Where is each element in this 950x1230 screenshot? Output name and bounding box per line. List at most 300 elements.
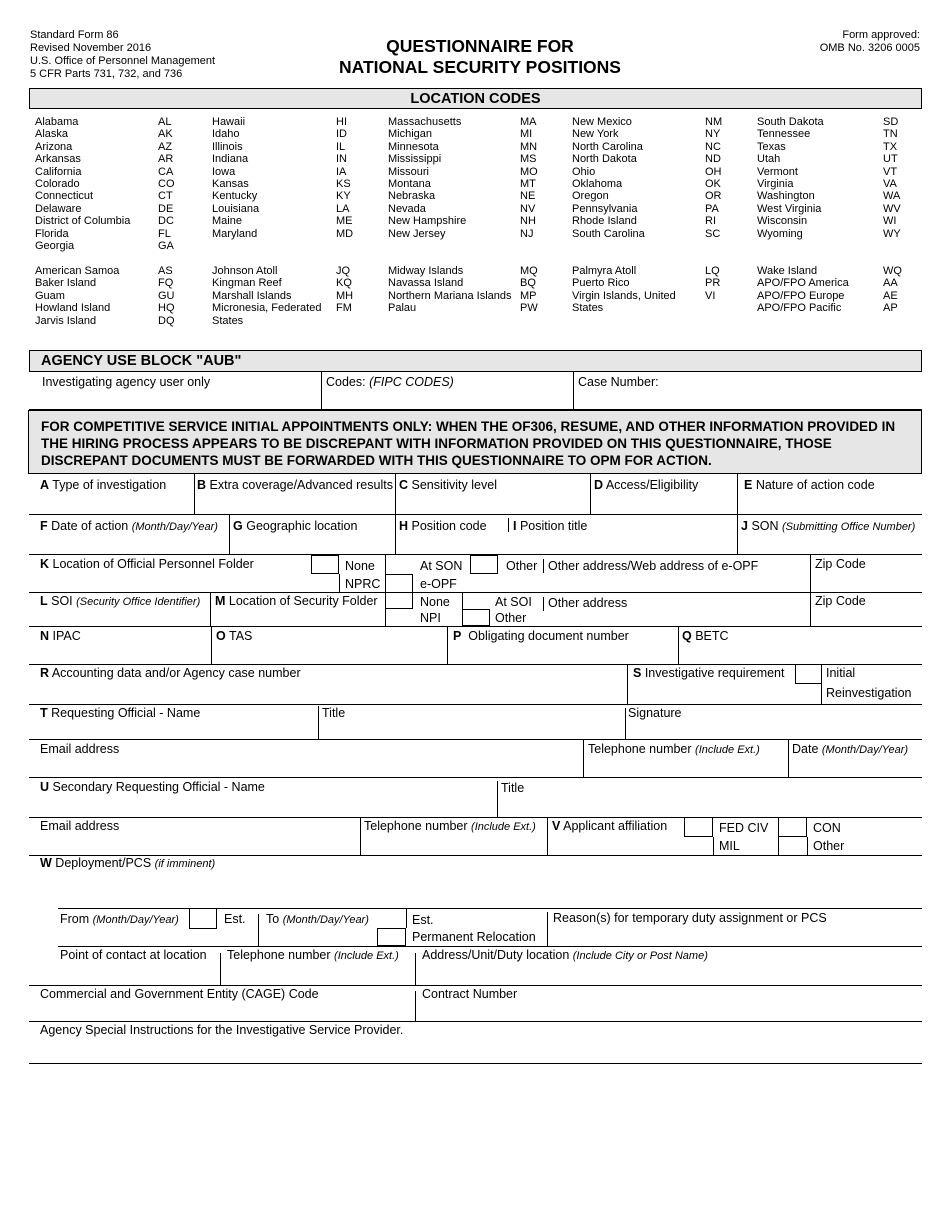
location-name: States xyxy=(572,302,604,315)
field-v-label: Applicant affiliation xyxy=(563,819,668,833)
state-names-col-4 xyxy=(572,116,645,240)
u-title-field[interactable]: Title xyxy=(501,781,525,795)
location-name: Howland Island xyxy=(35,302,111,315)
location-name: Missouri xyxy=(388,165,429,178)
location-code: TN xyxy=(883,128,898,141)
k-nprc-checkbox[interactable] xyxy=(385,574,413,593)
field-h[interactable] xyxy=(399,519,487,534)
location-code: MH xyxy=(336,289,354,302)
w-phone-label: Telephone number xyxy=(227,948,335,962)
t-title-field[interactable]: Title xyxy=(322,706,346,720)
field-d-label: Access/Eligibility xyxy=(605,478,699,492)
location-code: WQ xyxy=(883,265,902,277)
location-name: Pennsylvania xyxy=(572,202,638,215)
location-code: WY xyxy=(883,227,901,240)
field-f-hint: (Month/Day/Year) xyxy=(131,521,218,533)
location-code: AL xyxy=(158,116,172,128)
location-name: Massachusetts xyxy=(388,116,462,128)
territory-names-col-1 xyxy=(35,265,119,327)
location-code: MI xyxy=(520,128,533,141)
location-name: Rhode Island xyxy=(572,215,637,228)
location-name: Texas xyxy=(757,140,786,153)
location-name: Washington xyxy=(757,190,815,203)
location-name: Oregon xyxy=(572,190,609,203)
field-f[interactable] xyxy=(40,519,218,535)
location-code: AE xyxy=(883,289,898,302)
field-i[interactable] xyxy=(513,519,587,534)
w-from-est-label: Est. xyxy=(224,912,246,926)
state-codes-col-4 xyxy=(705,116,722,240)
location-name: Kentucky xyxy=(212,190,258,203)
location-name: Idaho xyxy=(212,128,240,141)
form-number: Standard Form 86 xyxy=(30,29,119,41)
location-code: CT xyxy=(158,190,173,203)
field-p-letter: P xyxy=(453,629,462,643)
field-j-hint: (Submitting Office Number) xyxy=(782,521,916,533)
location-code: CA xyxy=(158,165,174,178)
location-name: Indiana xyxy=(212,153,249,166)
field-k-letter: K xyxy=(40,557,50,571)
location-code: MO xyxy=(520,165,538,178)
m-other-label: Other xyxy=(495,611,527,625)
field-m xyxy=(215,594,378,609)
field-w xyxy=(40,856,215,872)
w-est-divider xyxy=(406,908,407,928)
location-code: LQ xyxy=(705,265,720,277)
w-reason-field[interactable]: Reason(s) for temporary duty assignment or PCS xyxy=(553,911,827,925)
field-q-label: BETC xyxy=(695,629,729,643)
location-code: AA xyxy=(883,277,898,290)
row-t2-divider-1 xyxy=(583,739,584,777)
row-ae-divider-3 xyxy=(590,474,591,514)
field-u-label: Secondary Requesting Official - Name xyxy=(52,780,265,794)
location-name: Northern Mariana Islands xyxy=(388,289,512,302)
row-fj-divider-2 xyxy=(395,514,396,554)
w-address-label: Address/Unit/Duty location xyxy=(422,948,573,962)
state-codes-col-5 xyxy=(883,116,901,240)
field-a[interactable] xyxy=(40,478,166,493)
location-code: IL xyxy=(336,140,346,153)
field-g-label: Geographic location xyxy=(246,519,358,533)
location-code xyxy=(336,315,353,327)
location-name: APO/FPO Europe xyxy=(757,289,845,302)
m-left-divider xyxy=(385,609,386,626)
t-phone-hint: (Include Ext.) xyxy=(695,744,760,756)
m-atsoi-label: At SOI xyxy=(495,595,532,609)
location-name: Micronesia, Federated xyxy=(212,302,322,315)
field-u-letter: U xyxy=(40,780,50,794)
m-none-checkbox[interactable] xyxy=(385,592,413,609)
field-p-label: Obligating document number xyxy=(468,629,629,643)
location-code: MS xyxy=(520,153,537,166)
aub-codes-label: Codes: xyxy=(326,375,370,389)
location-name: Palmyra Atoll xyxy=(572,265,637,277)
field-l-letter: L xyxy=(40,594,48,608)
location-code: KS xyxy=(336,178,351,191)
territory-codes-col-5 xyxy=(883,265,902,315)
location-name: Kingman Reef xyxy=(212,277,282,290)
state-names-col-1 xyxy=(35,116,130,252)
location-code: KQ xyxy=(336,277,352,290)
location-code: PW xyxy=(520,302,538,315)
location-name: Wisconsin xyxy=(757,215,808,228)
location-name: Florida xyxy=(35,227,69,240)
location-code: ND xyxy=(705,153,721,166)
v-fedciv-label: FED CIV xyxy=(719,821,769,835)
state-codes-col-3 xyxy=(520,116,538,240)
aub-title: AGENCY USE BLOCK "AUB" xyxy=(41,353,242,369)
k-eopf-label: e-OPF xyxy=(420,577,457,591)
aub-case-number-field[interactable] xyxy=(578,375,659,390)
location-name: Utah xyxy=(757,153,781,166)
field-n-label: IPAC xyxy=(52,629,81,643)
location-code: GU xyxy=(158,289,175,302)
w-from-est-checkbox[interactable] xyxy=(189,908,217,929)
field-q[interactable] xyxy=(682,629,729,644)
row-rs-divider-1 xyxy=(627,664,628,704)
special-instructions-field[interactable]: Agency Special Instructions for the Investigative Service Provider. xyxy=(40,1023,404,1037)
location-name: Louisiana xyxy=(212,202,260,215)
location-code: FL xyxy=(158,227,171,240)
location-code: OH xyxy=(705,165,722,178)
row-fj-divider-3 xyxy=(737,514,738,554)
territory-names-col-4 xyxy=(572,265,676,315)
location-name: Connecticut xyxy=(35,190,94,203)
field-s xyxy=(633,666,784,681)
field-o-letter: O xyxy=(216,629,226,643)
w-reason-divider xyxy=(547,912,548,946)
field-l-hint: (Security Office Identifier) xyxy=(76,596,201,608)
field-s-label: Investigative requirement xyxy=(644,666,785,680)
state-names-col-2 xyxy=(212,116,259,240)
location-code: ID xyxy=(336,128,347,141)
field-e[interactable] xyxy=(744,478,875,493)
location-name: Navassa Island xyxy=(388,277,464,290)
location-code: WA xyxy=(883,190,901,203)
field-o-label: TAS xyxy=(228,629,253,643)
location-name: Oklahoma xyxy=(572,178,623,191)
location-code: IN xyxy=(336,153,347,166)
special-instructions-bottom xyxy=(29,1063,922,1064)
row-k-bottom xyxy=(29,592,922,593)
m-other-tick xyxy=(543,597,544,611)
t-date-hint: (Month/Day/Year) xyxy=(821,744,909,756)
k-other-address-field[interactable]: Other address/Web address of e-OPF xyxy=(548,559,759,573)
field-n[interactable] xyxy=(40,629,81,644)
location-name: New Jersey xyxy=(388,227,446,240)
field-v xyxy=(552,819,667,834)
field-m-letter: M xyxy=(215,594,226,608)
field-t-letter: T xyxy=(40,706,48,720)
aub-divider-1 xyxy=(321,372,322,409)
location-code: DC xyxy=(158,215,174,228)
m-npi-label: NPI xyxy=(420,611,441,625)
location-name: New Mexico xyxy=(572,116,632,128)
row-lm-bottom xyxy=(29,626,922,627)
field-c[interactable] xyxy=(399,478,497,493)
field-j-label: SON xyxy=(751,519,782,533)
w-address-hint: (Include City or Post Name) xyxy=(572,950,708,962)
k-other-tick xyxy=(543,559,544,573)
location-name: New Hampshire xyxy=(388,215,467,228)
state-codes-col-2 xyxy=(336,116,353,240)
k-zip-field[interactable]: Zip Code xyxy=(815,557,866,571)
w-address-field[interactable] xyxy=(422,948,708,964)
location-name: Wake Island xyxy=(757,265,818,277)
w-address-divider xyxy=(415,953,416,985)
territory-names-col-3 xyxy=(388,265,512,315)
location-code: LA xyxy=(336,202,350,215)
row-ae-bottom xyxy=(29,514,922,515)
location-name: Vermont xyxy=(757,165,798,178)
row-w-top xyxy=(58,908,922,909)
m-zip-field[interactable]: Zip Code xyxy=(815,594,866,608)
field-u[interactable] xyxy=(40,780,265,795)
aub-case-number-label: Case Number: xyxy=(578,375,659,389)
field-j[interactable] xyxy=(741,519,915,535)
location-code: MT xyxy=(520,178,536,191)
v-fedciv-checkbox[interactable] xyxy=(684,817,713,837)
location-code: FM xyxy=(336,302,352,315)
row-cage-bottom xyxy=(29,1021,922,1022)
location-name: Georgia xyxy=(35,240,75,253)
w-to-est-checkbox[interactable] xyxy=(377,928,406,946)
territory-names-col-5 xyxy=(757,265,849,315)
u-email-field[interactable]: Email address xyxy=(40,819,120,833)
location-code: NY xyxy=(705,128,721,141)
territory-codes-col-2 xyxy=(336,265,353,327)
w-to-field[interactable] xyxy=(266,912,369,928)
location-code: DQ xyxy=(158,314,175,327)
location-name: New York xyxy=(572,128,619,141)
location-name: Iowa xyxy=(212,165,236,178)
s-divider xyxy=(821,684,822,704)
field-w-hint: (if imminent) xyxy=(154,858,216,870)
location-code: AS xyxy=(158,265,173,277)
location-code: FQ xyxy=(158,277,174,290)
location-code: AR xyxy=(158,153,174,166)
location-codes-heading xyxy=(29,88,922,109)
location-name: District of Columbia xyxy=(35,215,131,228)
location-code: OR xyxy=(705,190,722,203)
location-code: ME xyxy=(336,215,353,228)
field-g[interactable] xyxy=(233,519,357,534)
location-name: APO/FPO America xyxy=(757,277,849,290)
row-t2-divider-2 xyxy=(788,739,789,777)
field-i-letter: I xyxy=(513,519,517,533)
omb-approval xyxy=(820,29,920,55)
field-d[interactable] xyxy=(594,478,698,493)
title-line-2: NATIONAL SECURITY POSITIONS xyxy=(339,57,621,77)
contract-number-field[interactable]: Contract Number xyxy=(422,987,518,1001)
field-p[interactable] xyxy=(453,629,629,644)
s-initial-label: Initial xyxy=(826,666,856,680)
location-name: Mississippi xyxy=(388,153,442,166)
t-date-field[interactable] xyxy=(792,742,908,758)
field-r[interactable] xyxy=(40,666,301,681)
field-m-label: Location of Security Folder xyxy=(228,594,378,608)
row-nq-divider-2 xyxy=(447,626,448,664)
field-b[interactable] xyxy=(197,478,393,493)
location-name: Midway Islands xyxy=(388,265,464,277)
field-l-label: SOI xyxy=(51,594,77,608)
s-reinvestigation-label: Reinvestigation xyxy=(826,686,912,700)
location-name: Virgin Islands, United xyxy=(572,289,676,302)
location-name: Wyoming xyxy=(757,227,803,240)
row-ae-divider-1 xyxy=(194,474,195,514)
v-con-checkbox[interactable] xyxy=(778,817,807,837)
field-h-letter: H xyxy=(399,519,409,533)
location-code: MD xyxy=(336,227,354,240)
location-name: Nebraska xyxy=(388,190,436,203)
v-other-label: Other xyxy=(813,839,845,853)
location-name: North Carolina xyxy=(572,140,643,153)
aub-heading xyxy=(29,350,922,372)
field-h-label: Position code xyxy=(411,519,487,533)
field-s-letter: S xyxy=(633,666,642,680)
location-name: Montana xyxy=(388,178,431,191)
location-code: OK xyxy=(705,178,721,191)
location-name: APO/FPO Pacific xyxy=(757,302,842,315)
omb-number: OMB No. 3206 0005 xyxy=(819,42,920,54)
location-name: Marshall Islands xyxy=(212,289,292,302)
field-w-letter: W xyxy=(40,856,52,870)
field-j-letter: J xyxy=(741,519,748,533)
v-mil-label: MIL xyxy=(719,839,740,853)
form-identification xyxy=(30,29,215,81)
row-w-mid xyxy=(58,946,922,947)
t-email-field[interactable]: Email address xyxy=(40,742,120,756)
m-none-label: None xyxy=(420,595,450,609)
location-name: Maine xyxy=(212,215,242,228)
t-phone-field[interactable] xyxy=(588,742,760,758)
v-con-label: CON xyxy=(813,821,841,835)
aub-investigating-label: Investigating agency user only xyxy=(42,375,211,389)
t-signature-field[interactable]: Signature xyxy=(628,706,682,720)
w-poc-field[interactable]: Point of contact at location xyxy=(60,948,207,962)
location-code: WI xyxy=(883,215,897,228)
row-lm-divider-1 xyxy=(210,592,211,626)
location-code: SC xyxy=(705,227,721,240)
location-code: MN xyxy=(520,140,538,153)
field-k-label: Location of Official Personnel Folder xyxy=(52,557,254,571)
field-v-letter: V xyxy=(552,819,561,833)
field-q-letter: Q xyxy=(682,629,692,643)
location-code: VI xyxy=(705,289,716,302)
field-t[interactable] xyxy=(40,706,200,721)
w-from-label: From xyxy=(60,912,93,926)
location-name: Baker Island xyxy=(35,277,97,290)
location-name: Guam xyxy=(35,289,65,302)
location-name: Illinois xyxy=(212,140,243,153)
location-code: SD xyxy=(883,116,899,128)
location-name: Nevada xyxy=(388,202,426,215)
w-phone-field[interactable] xyxy=(227,948,399,964)
m-npi-checkbox[interactable] xyxy=(462,609,490,626)
location-code: UT xyxy=(883,153,898,166)
location-code: RI xyxy=(705,215,716,228)
v-right-divider xyxy=(807,837,808,855)
location-name: Hawaii xyxy=(212,116,246,128)
location-name: South Carolina xyxy=(572,227,645,240)
k-nprc-label: NPRC xyxy=(345,577,381,591)
k-other-label: Other xyxy=(506,559,538,573)
location-name: Arkansas xyxy=(35,153,81,166)
title-line-1: QUESTIONNAIRE FOR xyxy=(386,36,574,56)
field-f-label: Date of action xyxy=(51,519,132,533)
field-n-letter: N xyxy=(40,629,50,643)
location-name: Minnesota xyxy=(388,140,439,153)
field-a-letter: A xyxy=(40,478,50,492)
row-fj-divider-1 xyxy=(229,514,230,554)
w-poc-divider xyxy=(220,953,221,985)
location-code xyxy=(705,302,720,314)
aub-codes-field[interactable] xyxy=(326,375,454,390)
field-o[interactable] xyxy=(216,629,252,644)
v-left-divider xyxy=(713,837,714,855)
row-u2-divider-2 xyxy=(547,817,548,855)
k-none-checkbox[interactable] xyxy=(311,555,339,574)
location-name: California xyxy=(35,165,82,178)
location-code: NM xyxy=(705,116,723,128)
field-l[interactable] xyxy=(40,594,200,610)
territory-names-col-2 xyxy=(212,265,321,327)
cage-divider xyxy=(415,991,416,1021)
location-name: Palau xyxy=(388,302,417,315)
location-code: AP xyxy=(883,302,898,315)
k-atson-checkbox[interactable] xyxy=(470,555,498,574)
field-w-label: Deployment/PCS xyxy=(55,856,155,870)
field-e-label: Nature of action code xyxy=(755,478,875,492)
location-code: NE xyxy=(520,190,536,203)
w-from-hint: (Month/Day/Year) xyxy=(92,914,179,926)
row-ae-divider-4 xyxy=(737,474,738,514)
u-phone-field[interactable] xyxy=(364,819,536,835)
location-code: NJ xyxy=(520,227,534,240)
location-code: HI xyxy=(336,116,347,128)
location-code: DE xyxy=(158,202,174,215)
w-to-label: To xyxy=(266,912,283,926)
w-from-field[interactable] xyxy=(60,912,179,928)
row-nq-divider-3 xyxy=(678,626,679,664)
location-code: WV xyxy=(883,202,901,215)
location-code: GA xyxy=(158,240,174,253)
cage-code-field[interactable]: Commercial and Government Entity (CAGE) Code xyxy=(40,987,319,1001)
k-mid-divider xyxy=(385,555,386,574)
state-codes-col-1 xyxy=(158,116,175,252)
location-name: States xyxy=(212,314,244,327)
m-other-address-field[interactable]: Other address xyxy=(548,596,628,610)
location-name: Johnson Atoll xyxy=(212,265,278,277)
field-g-letter: G xyxy=(233,519,243,533)
field-i-label: Position title xyxy=(519,519,588,533)
u-phone-label: Telephone number xyxy=(364,819,472,833)
location-code: KY xyxy=(336,190,351,203)
location-name: West Virginia xyxy=(757,202,822,215)
location-name: Ohio xyxy=(572,165,596,178)
location-code: BQ xyxy=(520,277,536,290)
u-phone-hint: (Include Ext.) xyxy=(471,821,536,833)
m-zip-divider xyxy=(810,592,811,626)
location-name: Arizona xyxy=(35,140,73,153)
competitive-service-notice: FOR COMPETITIVE SERVICE INITIAL APPOINTMENTS ONLY: WHEN THE OF306, RESUME, AND OTHER INFORMATION PROVIDED IN THE HIRING PROCESS APPEARS TO BE DISCREPANT WITH INFORMATION PROVIDED ON THIS QUESTIONNAIRE, THOSE DISCREPANT DOCUMENTS MUST BE FORWARDED WITH THIS QUESTIONNAIRE TO OPM FOR ACTION. xyxy=(28,410,922,474)
s-initial-checkbox[interactable] xyxy=(795,664,822,684)
row-fj-tick xyxy=(508,518,509,532)
form-cfr: 5 CFR Parts 731, 732, and 736 xyxy=(30,68,183,80)
t-date-label: Date xyxy=(792,742,822,756)
location-name: Virginia xyxy=(757,178,794,191)
location-name: Michigan xyxy=(388,128,433,141)
